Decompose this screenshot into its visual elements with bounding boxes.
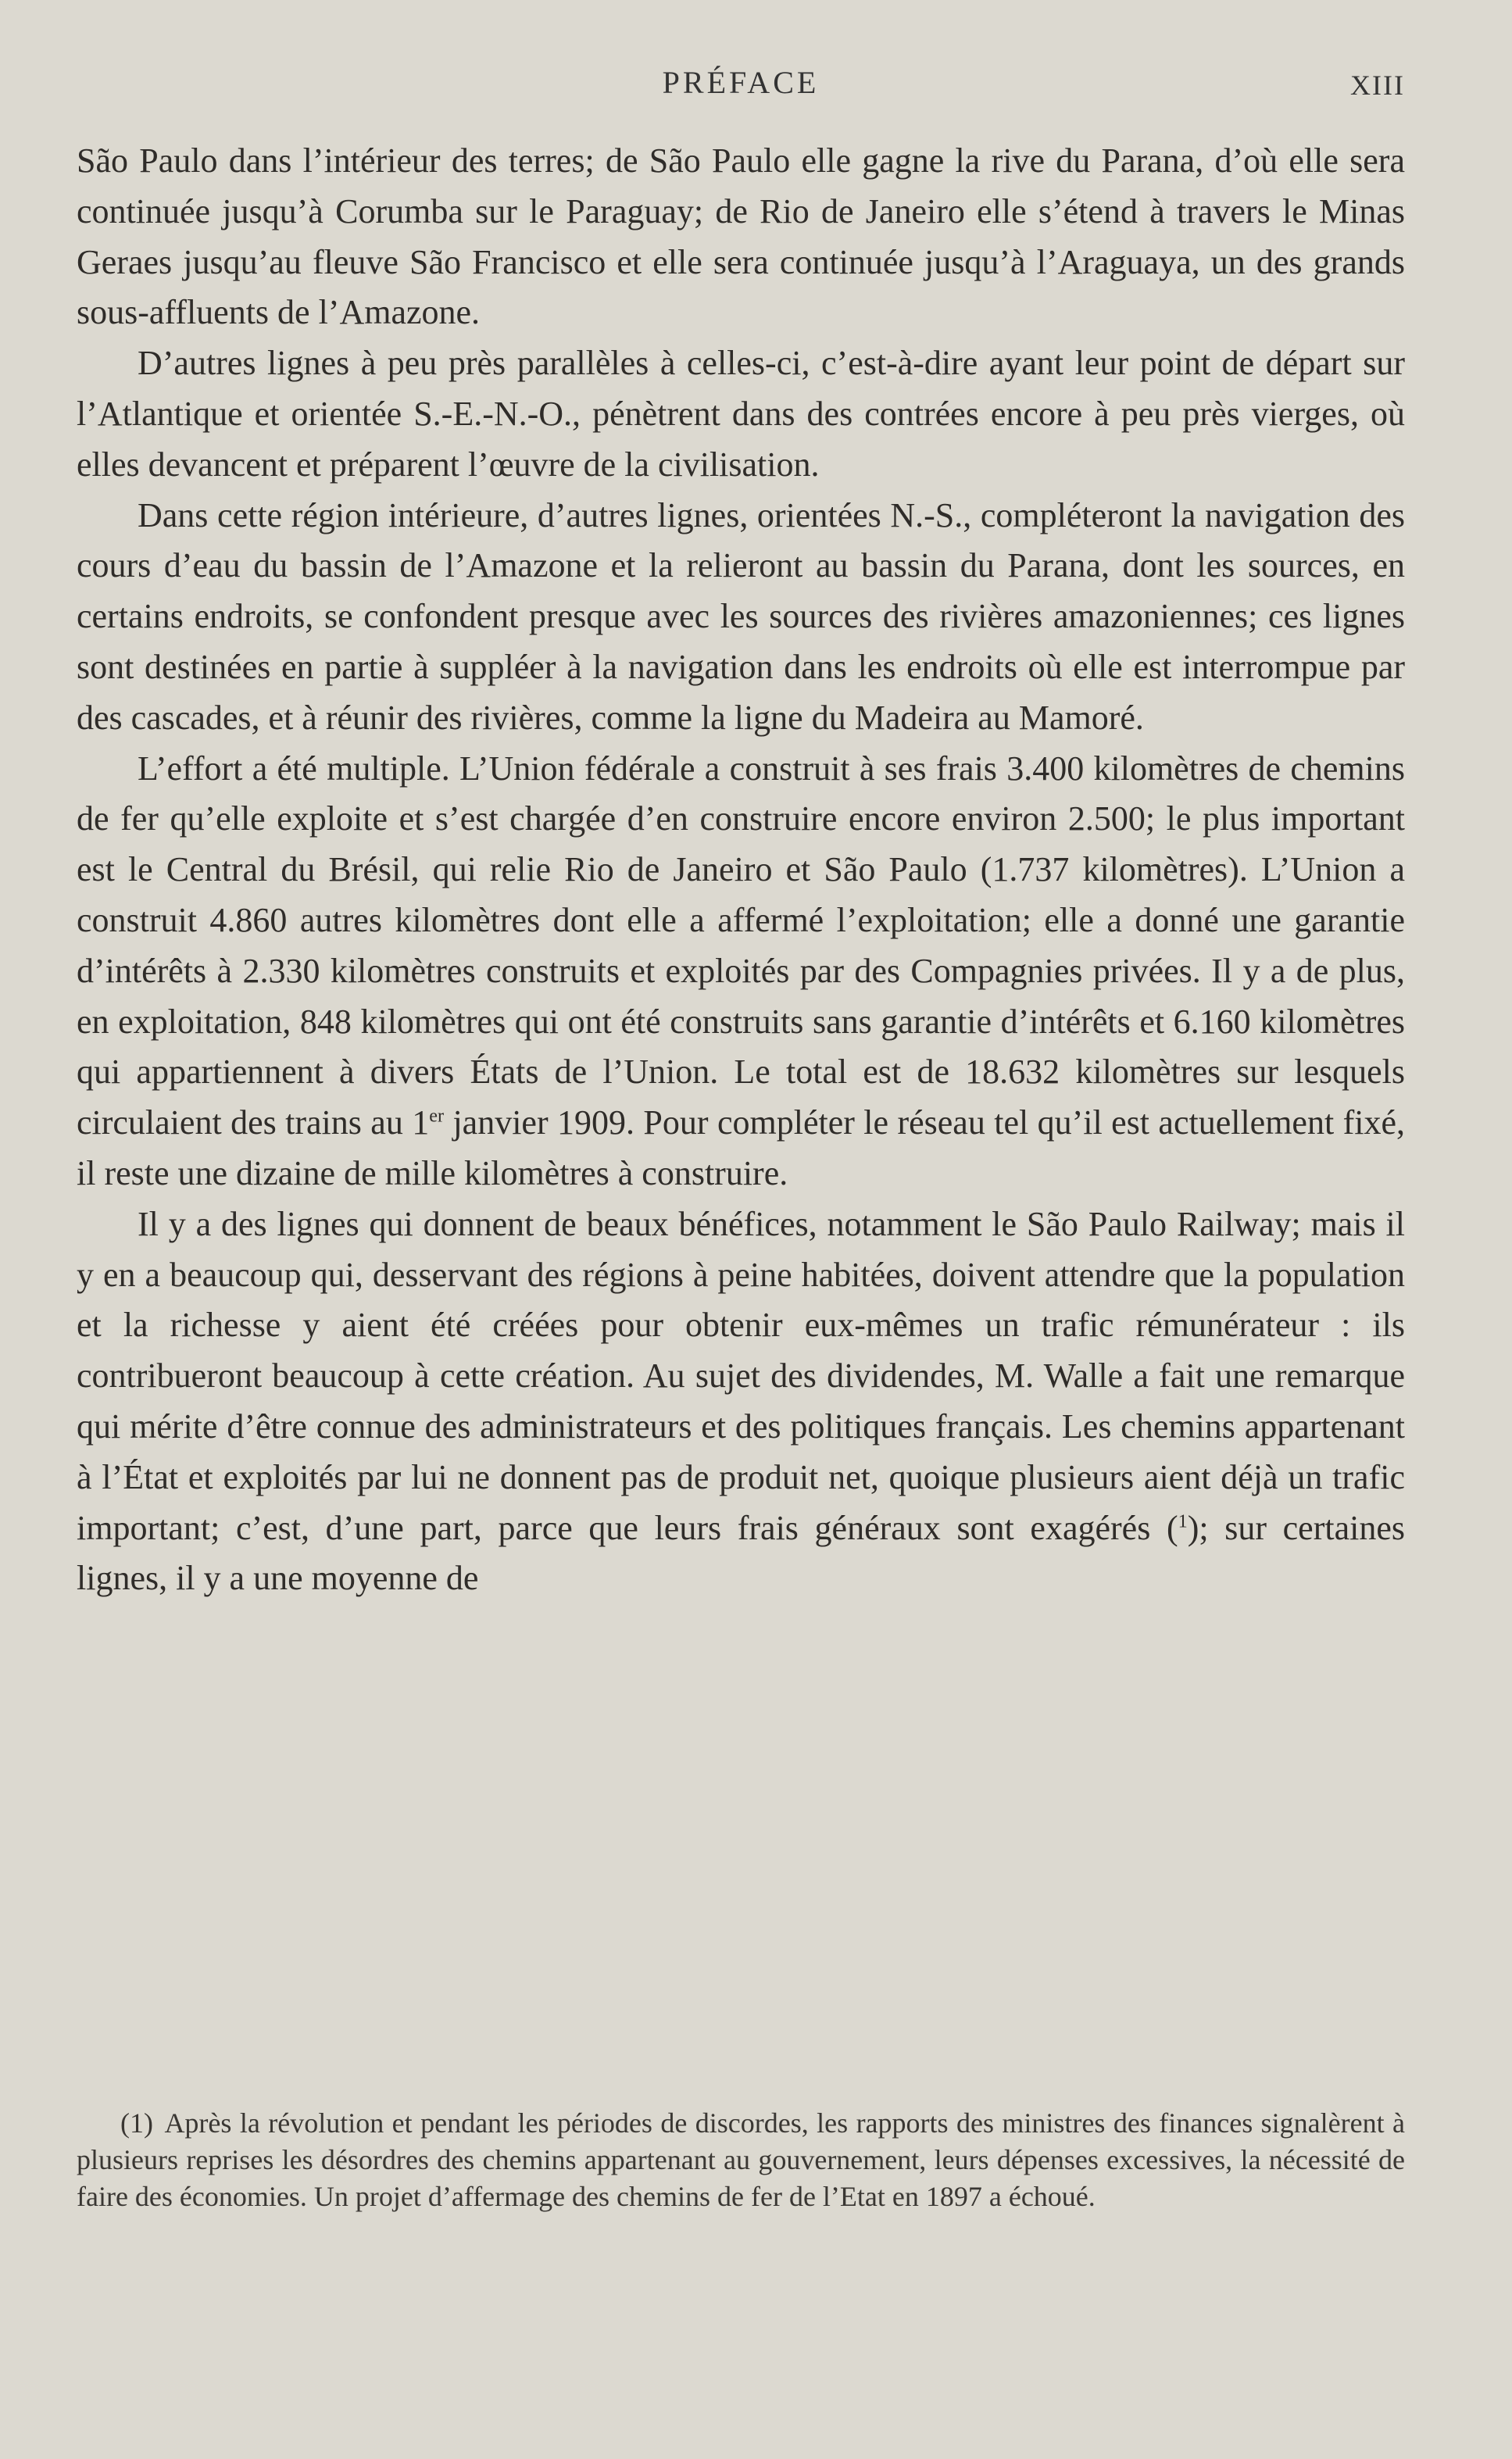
page-number: XIII [1350, 70, 1405, 101]
paragraph: Dans cette région intérieure, d’autres lignes, orientées N.-S., compléteront la navigation des cours d’eau du bassin de l’Amazone et la relieront au bassin du Parana, dont les sources, en certains endroits, se confondent presque avec les sources des rivières amazoniennes; ces lignes sont destinées en partie à suppléer à la navigation dans les endroits où elle est interrompue par des cascades, et à réunir des rivières, comme la ligne du Madeira au Mamoré. [77, 495, 1405, 737]
paragraph-text: janvier 1909. Pour compléter le réseau tel qu’il est actuellement fixé, il reste une dizaine de mille kilomètres à construire. [77, 1103, 1405, 1192]
running-head [77, 64, 1405, 111]
paragraph-text: ); sur certaines lignes, il y a une moyenne de [77, 1508, 1405, 1598]
paragraph-text: Il y a des lignes qui donnent de beaux bénéfices, notamment le São Paulo Railway; mais il y en a beaucoup qui, desservant des régions à peine habitées, doivent attendre que la population et la richesse y aient été créées pour obtenir eux-mêmes un trafic rémunérateur : ils contribueront beaucoup à cette création. Au sujet des dividendes, M. Walle a fait une remarque qui mérite d’être connue des administrateurs et des politiques français. Les chemins appartenant à l’État et exploités par lui ne donnent pas de produit net, quoique plusieurs aient déjà un trafic important; c’est, d’une part, parce que leurs frais généraux sont exagérés ( [77, 1204, 1405, 1547]
paragraph [77, 1199, 1405, 1604]
paragraph: D’autres lignes à peu près parallèles à celles-ci, c’est-à-dire ayant leur point de départ sur l’Atlantique et orientée S.-E.-N.-O., pénètrent dans des contrées encore à peu près vierges, où elles devancent et préparent l’œuvre de la civilisation. [77, 344, 1405, 484]
footnote-text: Après la révolution et pendant les périodes de discordes, les rapports des ministres des finances signalèrent à plusieurs reprises les désordres des chemins appartenant au gouvernement, leurs dépenses excessives, la nécessité de faire des économies. Un projet d’affermage des chemins de fer de l’Etat en 1897 a échoué. [77, 2107, 1405, 2212]
running-title: PRÉFACE [662, 65, 820, 100]
ordinal-superscript: er [429, 1105, 445, 1127]
paragraph-continued: São Paulo dans l’intérieur des terres; de São Paulo elle gagne la rive du Parana, d’où elle sera continuée jusqu’à Corumba sur le Paraguay; de Rio de Janeiro elle s’étend à travers le Minas Geraes jusqu’au fleuve São Francisco et elle sera continuée jusqu’à l’Araguaya, un des grands sous-affluents de l’Amazone. [77, 141, 1405, 332]
paragraph [77, 744, 1405, 1199]
footnote-marker: (1) [120, 2107, 153, 2139]
body-text [77, 136, 1405, 1604]
footnote-reference: 1 [1178, 1510, 1188, 1532]
paragraph-text: L’effort a été multiple. L’Union fédérale a construit à ses frais 3.400 kilomètres de chemins de fer qu’elle exploite et s’est chargée d’en construire encore environ 2.500; le plus important est le Central du Brésil, qui relie Rio de Janeiro et São Paulo (1.737 kilomètres). L’Union a construit 4.860 autres kilomètres dont elle a affermé l’exploitation; elle a donné une garantie d’intérêts à 2.330 kilomètres construits et exploités par des Compagnies privées. Il y a de plus, en exploitation, 848 kilomètres qui ont été construits sans garantie d’intérêts et 6.160 kilomètres qui appartiennent à divers États de l’Union. Le total est de 18.632 kilomètres sur lesquels circulaient des trains au 1 [77, 749, 1405, 1142]
footnote [77, 2105, 1405, 2215]
